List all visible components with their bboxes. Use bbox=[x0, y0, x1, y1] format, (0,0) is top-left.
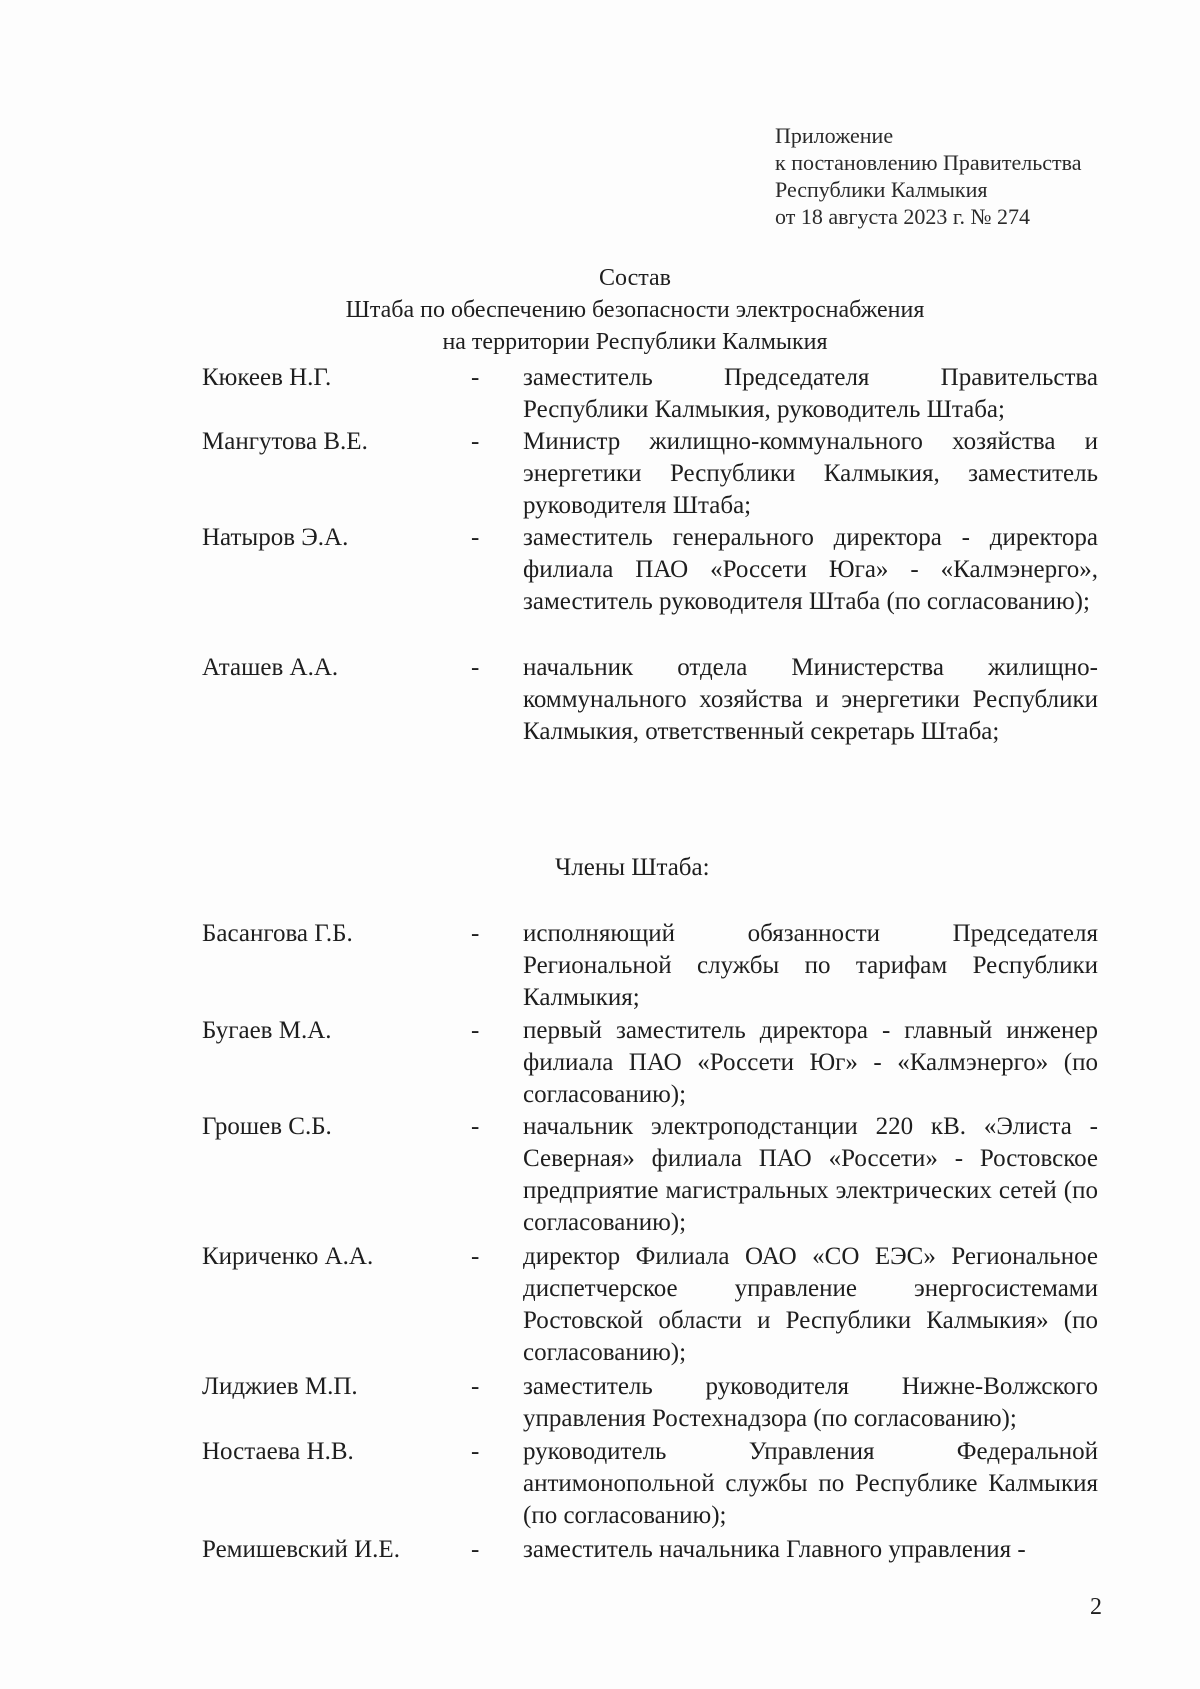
separator-dash: - bbox=[471, 1113, 480, 1140]
separator-dash: - bbox=[471, 364, 480, 391]
person-name: Грошев С.Б. bbox=[202, 1113, 332, 1140]
separator-dash: - bbox=[471, 1243, 480, 1270]
person-position: Министр жилищно-коммунального хозяйства и энергетики Республики Калмыкия, заместитель руководителя Штаба; bbox=[523, 428, 1098, 519]
person-position: заместитель руководителя Нижне-Волжского управления Ростехнадзора (по согласованию); bbox=[523, 1373, 1098, 1432]
page-number: 2 bbox=[1090, 1594, 1102, 1620]
members-heading: Члены Штаба: bbox=[555, 854, 710, 881]
person-position: исполняющий обязанности Председателя Региональной службы по тарифам Республики Калмыкия; bbox=[523, 920, 1098, 1011]
person-position: руководитель Управления Федеральной антимонопольной службы по Республике Калмыкия (по согласованию); bbox=[523, 1438, 1098, 1529]
separator-dash: - bbox=[471, 1536, 480, 1563]
person-name: Кириченко А.А. bbox=[202, 1243, 374, 1270]
separator-dash: - bbox=[471, 428, 480, 455]
separator-dash: - bbox=[471, 1017, 480, 1044]
separator-dash: - bbox=[471, 920, 480, 947]
appendix-line: Республики Калмыкия bbox=[775, 177, 988, 202]
person-position: начальник отдела Министерства жилищно-коммунального хозяйства и энергетики Республики Калмыкия, ответственный секретарь Штаба; bbox=[523, 654, 1098, 745]
person-position: заместитель Председателя Правительства Республики Калмыкия, руководитель Штаба; bbox=[523, 364, 1098, 423]
separator-dash: - bbox=[471, 1373, 480, 1400]
person-name: Натыров Э.А. bbox=[202, 524, 349, 551]
person-position: первый заместитель директора - главный инженер филиала ПАО «Россети Юг» - «Калмэнерго» (по согласованию); bbox=[523, 1017, 1098, 1108]
appendix-date-number: от 18 августа 2023 г. № 274 bbox=[775, 204, 1030, 229]
person-name: Мангутова В.Е. bbox=[202, 428, 368, 455]
person-name: Ремишевский И.Е. bbox=[202, 1536, 400, 1563]
person-position: заместитель генерального директора - директора филиала ПАО «Россети Юга» - «Калмэнерго», заместитель руководителя Штаба (по согласованию); bbox=[523, 524, 1098, 615]
person-position: директор Филиала ОАО «СО ЕЭС» Региональное диспетчерское управление энергосистемами Ростовской области и Республики Калмыкия» (по согласованию); bbox=[523, 1243, 1098, 1366]
appendix-header bbox=[775, 122, 1081, 230]
person-name: Бугаев М.А. bbox=[202, 1017, 332, 1044]
separator-dash: - bbox=[471, 1438, 480, 1465]
separator-dash: - bbox=[471, 654, 480, 681]
person-position: заместитель начальника Главного управления - bbox=[523, 1536, 1026, 1563]
appendix-line: к постановлению Правительства bbox=[775, 150, 1082, 175]
document-title: Состав bbox=[598, 265, 672, 291]
person-name: Кюкеев Н.Г. bbox=[202, 364, 332, 391]
separator-dash: - bbox=[471, 524, 480, 551]
document-subtitle-territory: на территории Республики Калмыкия bbox=[442, 329, 828, 355]
person-position: начальник электроподстанции 220 кВ. «Элиста - Северная» филиала ПАО «Россети» - Ростовское предприятие магистральных электрических сетей (по согласованию); bbox=[523, 1113, 1098, 1236]
person-name: Лиджиев М.П. bbox=[202, 1373, 358, 1400]
person-name: Басангова Г.Б. bbox=[202, 920, 353, 947]
person-name: Аташев А.А. bbox=[202, 654, 339, 681]
appendix-line: Приложение bbox=[775, 123, 894, 148]
document-subtitle: Штаба по обеспечению безопасности электроснабжения bbox=[345, 297, 925, 323]
person-name: Ностаева Н.В. bbox=[202, 1438, 354, 1465]
